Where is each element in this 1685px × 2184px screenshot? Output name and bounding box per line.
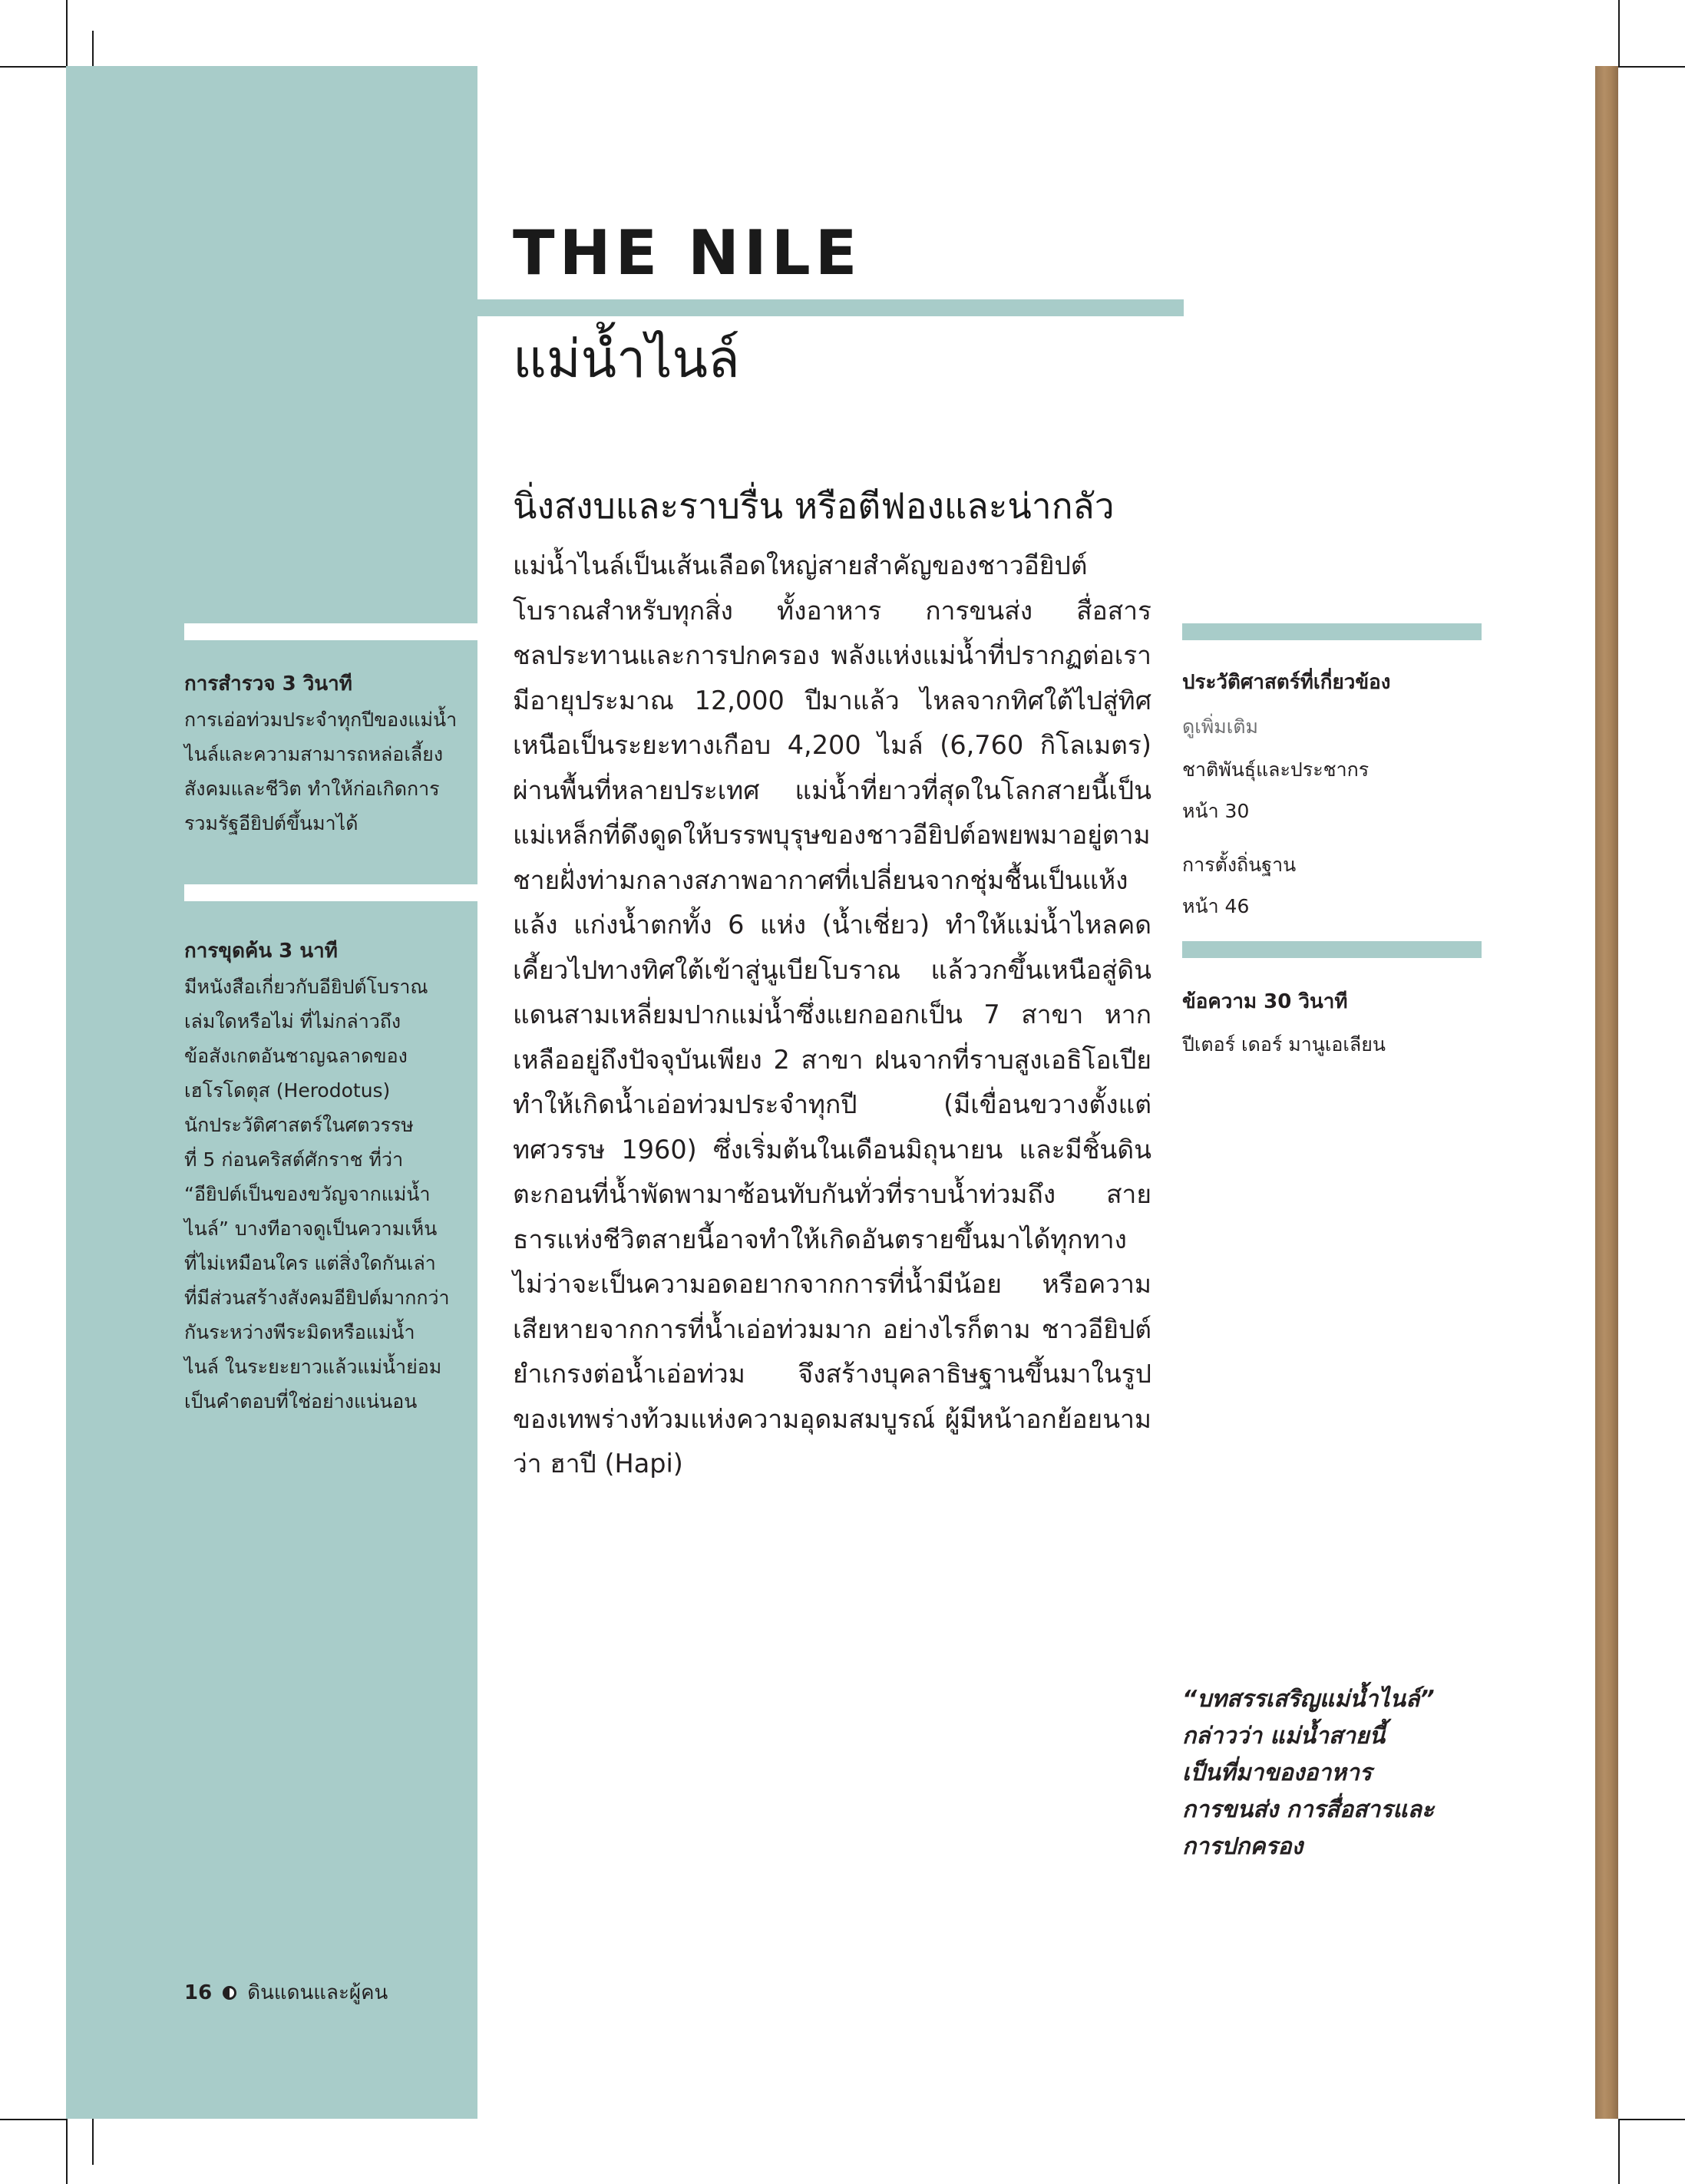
crop-mark bbox=[66, 2119, 68, 2184]
page-folio bbox=[184, 1977, 388, 2008]
title-rule bbox=[477, 299, 1184, 316]
dig-line: มีหนังสือเกี่ยวกับอียิปต์โบราณ bbox=[184, 976, 428, 998]
text30-rule bbox=[1182, 941, 1482, 958]
related-item-page: หน้า 30 bbox=[1182, 800, 1250, 822]
survey-line: ไนล์และความสามารถหล่อเลี้ยง bbox=[184, 743, 444, 765]
page-title: THE NILE bbox=[513, 217, 862, 289]
dig-line: นักประวัติศาสตร์ในศตวรรษ bbox=[184, 1114, 414, 1136]
related-rule bbox=[1182, 623, 1482, 640]
text30-heading: ข้อความ 30 วินาที bbox=[1182, 990, 1348, 1013]
dig-line: เล่มใดหรือไม่ ที่ไม่กล่าวถึง bbox=[184, 1010, 401, 1033]
survey-heading: การสำรวจ 3 วินาที bbox=[184, 672, 352, 696]
cardboard-edge bbox=[1595, 66, 1618, 2119]
related-item-label: การตั้งถิ่นฐาน bbox=[1182, 854, 1297, 876]
see-also-label: ดูเพิ่มเติม bbox=[1182, 715, 1258, 738]
dig-line: ไนล์” บางทีอาจดูเป็นความเห็น bbox=[184, 1218, 438, 1240]
related-item-label: ชาติพันธุ์และประชากร bbox=[1182, 758, 1369, 781]
section-name: ดินแดนและผู้คน bbox=[247, 1981, 388, 2004]
quote-line: การปกครอง bbox=[1182, 1833, 1303, 1860]
survey-box bbox=[184, 668, 468, 841]
dig-line: ไนล์ ในระยะยาวแล้วแม่น้ำย่อม bbox=[184, 1356, 442, 1378]
survey-line: สังคมและชีวิต ทำให้ก่อเกิดการ bbox=[184, 778, 440, 800]
survey-text bbox=[184, 702, 468, 841]
crop-mark bbox=[0, 2119, 66, 2120]
lede-heading: นิ่งสงบและราบรื่น หรือตีฟองและน่ากลัว bbox=[513, 485, 1115, 527]
text30-box bbox=[1182, 986, 1505, 1060]
survey-line: รวมรัฐอียิปต์ขึ้นมาได้ bbox=[184, 812, 358, 834]
dig-line: เป็นคำตอบที่ใช่อย่างแน่นอน bbox=[184, 1390, 418, 1412]
half-circle-icon bbox=[223, 1986, 236, 2000]
dig-line: กันระหว่างพีระมิดหรือแม่น้ำ bbox=[184, 1321, 415, 1343]
main-body-text: แม่น้ำไนล์เป็นเส้นเลือดใหญ่สายสำคัญของชาวอียิปต์โบราณสำหรับทุกสิ่ง ทั้งอาหาร การขนส่ง สื่อสาร ชลประทานและการปกครอง พลังแห่งแม่น้ำที่ปรากฏต่อเรามีอายุประมาณ 12,000 ปีมาแล้ว ไหลจากทิศใต้ไปสู่ทิศเหนือเป็นระยะทางเกือบ 4,200 ไมล์ (6,760 กิโลเมตร) ผ่านพื้นที่หลายประเทศ แม่น้ำที่ยาวที่สุดในโลกสายนี้เป็นแม่เหล็กที่ดึงดูดให้บรรพบุรุษของชาวอียิปต์อพยพมาอยู่ตามชายฝั่งท่ามกลางสภาพอากาศที่เปลี่ยนจากชุ่มชื้นเป็นแห้งแล้ง แก่งน้ำตกทั้ง 6 แห่ง (น้ำเชี่ยว) ทำให้แม่น้ำไหลคดเคี้ยวไปทางทิศใต้เข้าสู่นูเบียโบราณ แล้ววกขึ้นเหนือสู่ดินแดนสามเหลี่ยมปากแม่น้ำซึ่งแยกออกเป็น 7 สาขา หากเหลืออยู่ถึงปัจจุบันเพียง 2 สาขา ฝนจากที่ราบสูงเอธิโอเปียทำให้เกิดน้ำเอ่อท่วมประจำทุกปี (มีเขื่อนขวางตั้งแต่ทศวรรษ 1960) ซึ่งเริ่มต้นในเดือนมิถุนายน และมีชิ้นดินตะกอนที่น้ำพัดพามาซ้อนทับกันทั่วที่ราบน้ำท่วมถึง สายธารแห่งชีวิตสายนี้อาจทำให้เกิดอันตรายขึ้นมาได้ทุกทาง ไม่ว่าจะเป็นความอดอยากจากการที่น้ำมีน้อย หรือความเสียหายจากการที่น้ำเอ่อท่วมมาก อย่างไรก็ตาม ชาวอียิปต์ยำเกรงต่อน้ำเอ่อท่วม จึงสร้างบุคลาธิษฐานขึ้นมาในรูปของเทพร่างท้วมแห่งความอุดมสมบูรณ์ ผู้มีหน้าอกย้อยนามว่า ฮาปี (Hapi) bbox=[513, 550, 1151, 1479]
text30-author: ปีเตอร์ เดอร์ มานูเอเลียน bbox=[1182, 1033, 1386, 1056]
sidebar-rule bbox=[184, 884, 477, 901]
dig-text bbox=[184, 970, 468, 1419]
pull-quote bbox=[1182, 1681, 1505, 1865]
crop-mark bbox=[92, 2119, 94, 2165]
crop-mark bbox=[1618, 66, 1685, 68]
crop-mark bbox=[66, 0, 68, 66]
sidebar-rule bbox=[184, 623, 477, 640]
crop-mark bbox=[0, 66, 66, 68]
crop-mark bbox=[1618, 0, 1620, 66]
dig-line: ข้อสังเกตอันชาญฉลาดของ bbox=[184, 1045, 408, 1067]
dig-line: เฮโรโดตุส (Herodotus) bbox=[184, 1079, 391, 1102]
dig-line: ที่มีส่วนสร้างสังคมอียิปต์มากกว่า bbox=[184, 1287, 450, 1309]
related-heading: ประวัติศาสตร์ที่เกี่ยวข้อง bbox=[1182, 671, 1391, 694]
dig-box bbox=[184, 935, 468, 1419]
quote-line: กล่าวว่า แม่น้ำสายนี้ bbox=[1182, 1723, 1386, 1750]
crop-mark bbox=[1618, 2119, 1620, 2184]
related-box bbox=[1182, 666, 1505, 922]
page-number: 16 bbox=[184, 1981, 213, 2004]
quote-line: “บทสรรเสริญแม่น้ำไนล์” bbox=[1182, 1686, 1435, 1713]
dig-line: ที่ไม่เหมือนใคร แต่สิ่งใดกันเล่า bbox=[184, 1252, 436, 1274]
quote-line: เป็นที่มาของอาหาร bbox=[1182, 1759, 1372, 1786]
crop-mark bbox=[92, 31, 94, 66]
page-subtitle-thai: แม่น้ำไนล์ bbox=[513, 329, 740, 390]
dig-line: ที่ 5 ก่อนคริสต์ศักราช ที่ว่า bbox=[184, 1148, 404, 1171]
survey-line: การเอ่อท่วมประจำทุกปีของแม่น้ำ bbox=[184, 709, 458, 731]
quote-line: การขนส่ง การสื่อสารและ bbox=[1182, 1796, 1435, 1823]
dig-heading: การขุดค้น 3 นาที bbox=[184, 940, 338, 963]
related-item-page: หน้า 46 bbox=[1182, 895, 1250, 917]
crop-mark bbox=[1618, 2119, 1685, 2120]
dig-line: “อียิปต์เป็นของขวัญจากแม่น้ำ bbox=[184, 1183, 431, 1205]
